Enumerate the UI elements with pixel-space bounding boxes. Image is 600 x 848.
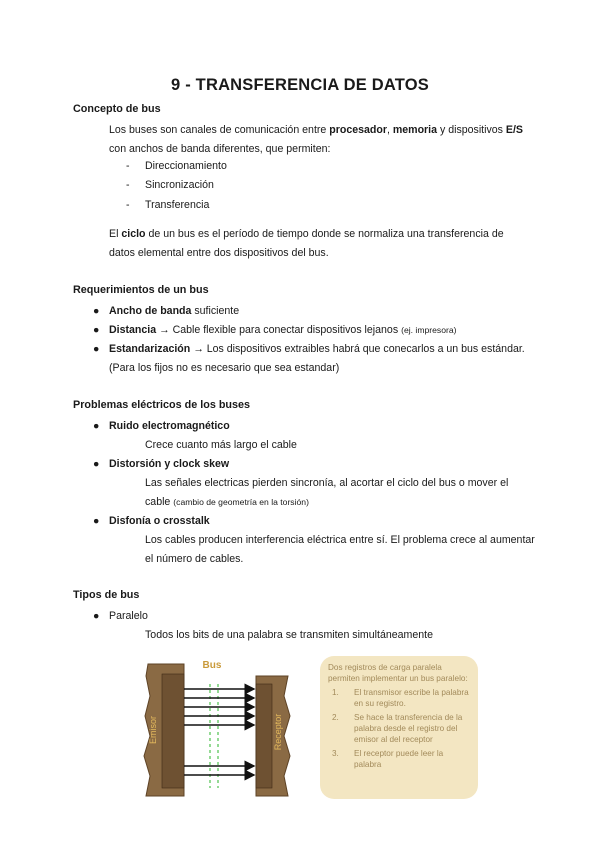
requerimiento-item: ● Distancia → Cable flexible para conectar dispositivos lejanos (ej. impresora) — [93, 321, 533, 340]
bus-lines — [184, 689, 254, 775]
bus-label: Bus — [202, 660, 222, 671]
note-intro: Dos registros de carga paralela permiten implementar un bus paralelo: — [328, 663, 468, 683]
page-title: 9 - TRANSFERENCIA DE DATOS — [171, 76, 429, 94]
concepto-intro: Los buses son canales de comunicación entre procesador, memoria y dispositivos E/S con anchos de banda diferentes, que permiten: — [109, 124, 523, 155]
receptor-inner — [256, 684, 272, 788]
note-step: 3. El receptor puede leer la palabra — [332, 749, 444, 769]
list-item: - Sincronización — [126, 179, 214, 192]
bullet-icon: ● — [93, 305, 100, 317]
bullet-icon: ● — [93, 515, 100, 527]
problema-item: ● Disfonía o crosstalk — [93, 512, 533, 531]
bullet-icon: ● — [93, 458, 100, 470]
list-item: - Direccionamiento — [126, 160, 227, 172]
bullet-icon: ● — [93, 610, 100, 622]
concepto-ciclo: El ciclo de un bus es el período de tiempo donde se normaliza una transferencia de datos elemental entre dos dispositivos del bus. — [109, 228, 504, 259]
concepto-list — [126, 159, 227, 217]
problema-desc: Las señales electricas pierden sincronía, al acortar el ciclo del bus o mover el cable (cambio de geometría en la torsión) — [145, 477, 509, 508]
section-heading-problemas: Problemas eléctricos de los buses — [73, 399, 251, 411]
tipo-desc: Todos los bits de una palabra se transmiten simultáneamente — [145, 629, 433, 641]
section-heading-requerimientos: Requerimientos de un bus — [73, 284, 209, 296]
requerimiento-item: ● Estandarización → Los dispositivos extraibles habrá que conecarlos a un bus estándar. (Para los fijos no es necesario que sea estandar) — [93, 340, 533, 378]
emisor-inner — [162, 674, 184, 788]
emisor-label: Emisor — [148, 715, 158, 745]
note-step: 1. El transmisor escribe la palabra en su registro. — [332, 688, 469, 708]
section-heading-tipos: Tipos de bus — [73, 589, 140, 601]
problema-item: ● Ruido electromagnético — [93, 417, 533, 436]
bullet-icon: ● — [93, 324, 100, 336]
problema-desc: Crece cuanto más largo el cable — [145, 439, 297, 451]
tipo-item: ● Paralelo — [93, 607, 533, 626]
receptor-label: Receptor — [273, 713, 283, 751]
list-item: - Transferencia — [126, 198, 210, 211]
bullet-icon: ● — [93, 343, 100, 355]
requerimiento-item: ● Ancho de banda suficiente — [93, 302, 533, 321]
note-steps — [328, 687, 470, 770]
problema-item: ● Distorsión y clock skew — [93, 455, 533, 474]
bullet-icon: ● — [93, 420, 100, 432]
note-step: 2. Se hace la transferencia de la palabra desde el registro del emisor al del receptor — [332, 713, 463, 744]
section-heading-concepto: Concepto de bus — [73, 103, 161, 115]
problema-desc: Los cables producen interferencia eléctrica entre sí. El problema crece al aumentar el número de cables. — [145, 534, 535, 565]
diagram-note — [320, 656, 478, 799]
